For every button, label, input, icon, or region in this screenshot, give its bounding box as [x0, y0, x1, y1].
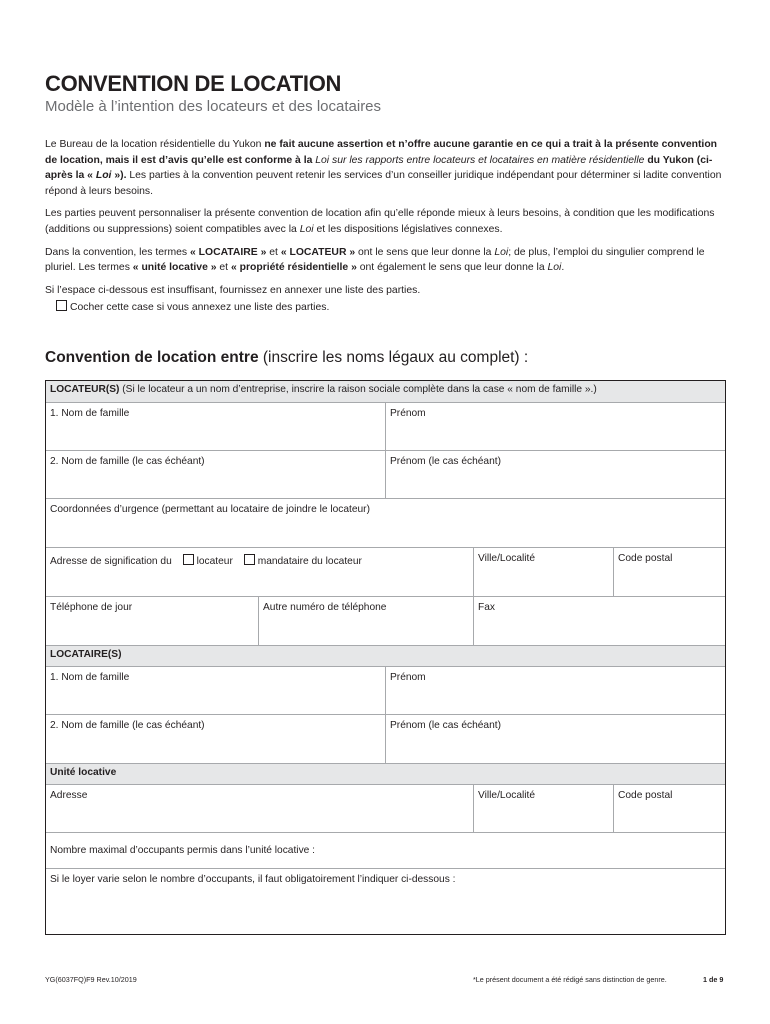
tenants-header: LOCATAIRE(S): [46, 645, 725, 666]
intro-paragraph-disclaimer: Le Bureau de la location résidentielle du Yukon ne fait aucune assertion et n’offre aucune garantie en ce qui a trait à la présente convention de location, mais il est d’avis qu’elle est conforme à la Loi sur les rapports entre locateurs et locataires en matière résidentielle du Yukon (ci-après la « Loi »). Les parties à la convention peuvent retenir les services d’un conseiller juridique indépendant pour déterminer si ladite convention répond à leurs besoins.: [45, 139, 722, 197]
max-occupants-field[interactable]: Nombre maximal d’occupants permis dans l’unité locative :: [50, 845, 315, 856]
tenant-1-last-name-field[interactable]: 1. Nom de famille: [50, 672, 130, 683]
page-number: 1 de 9: [703, 975, 724, 984]
tenant-1-first-name-field[interactable]: Prénom: [385, 667, 725, 714]
fax-field[interactable]: Fax: [473, 597, 725, 645]
service-postal-code-field[interactable]: Code postal: [613, 548, 725, 596]
tenant-1-row: [46, 666, 725, 714]
landlord-1-first-name-field[interactable]: Prénom: [385, 403, 725, 450]
service-city-field[interactable]: Ville/Localité: [473, 548, 613, 596]
agent-option-checkbox[interactable]: [244, 554, 255, 565]
gender-note: *Le présent document a été rédigé sans distinction de genre.: [473, 975, 667, 984]
phone-row: [46, 596, 725, 645]
tenant-2-first-name-field[interactable]: Prénom (le cas échéant): [385, 715, 725, 763]
emergency-contact-row: [46, 498, 725, 547]
unit-city-field[interactable]: Ville/Localité: [473, 785, 613, 832]
annex-checkbox-label: Cocher cette case si vous annexez une liste des parties.: [70, 302, 330, 314]
landlords-header: LOCATEUR(S) (Si le locateur a un nom d’entreprise, inscrire la raison sociale complète dans la case « nom de famille ».): [46, 381, 725, 402]
rent-varies-row: [46, 868, 725, 934]
max-occupants-row: [46, 832, 725, 868]
landlord-option-checkbox[interactable]: [183, 554, 194, 565]
unit-address-field[interactable]: Adresse: [50, 790, 88, 801]
agent-option-label: mandataire du locateur: [257, 556, 362, 567]
landlord-1-last-name-field[interactable]: 1. Nom de famille: [50, 408, 130, 419]
annex-checkbox[interactable]: [56, 300, 67, 311]
emergency-contact-field[interactable]: Coordonnées d’urgence (permettant au locataire de joindre le locateur): [50, 504, 370, 515]
landlord-2-row: [46, 450, 725, 498]
unit-postal-code-field[interactable]: Code postal: [613, 785, 725, 832]
document-subtitle: Modèle à l’intention des locateurs et des locataires: [45, 98, 382, 115]
landlord-1-row: [46, 402, 725, 450]
unit-address-row: [46, 784, 725, 832]
annex-checkbox-row[interactable]: [45, 300, 726, 316]
other-phone-field[interactable]: Autre numéro de téléphone: [258, 597, 473, 645]
document-title: CONVENTION DE LOCATION: [45, 71, 342, 96]
tenant-2-last-name-field[interactable]: 2. Nom de famille (le cas échéant): [50, 720, 205, 731]
parties-form: [45, 380, 726, 935]
landlord-option-label: locateur: [196, 556, 233, 567]
form-code: YG(6037FQ)F9 Rev.10/2019: [45, 975, 137, 984]
intro-paragraph-terms: Dans la convention, les termes « LOCATAIRE » et « LOCATEUR » ont le sens que leur donne la Loi; de plus, l’emploi du singulier comprend le pluriel. Les termes « unité locative » et « propriété résidentielle » ont également le sens que leur donne la Loi.: [45, 246, 705, 274]
service-address-row: [46, 547, 725, 596]
landlord-2-last-name-field[interactable]: 2. Nom de famille (le cas échéant): [50, 456, 205, 467]
unit-header: Unité locative: [46, 763, 725, 784]
rent-varies-field[interactable]: Si le loyer varie selon le nombre d’occupants, il faut obligatoirement l’indiquer ci-dessous :: [50, 874, 456, 885]
landlord-2-first-name-field[interactable]: Prénom (le cas échéant): [385, 451, 725, 498]
intro-paragraph-space: Si l’espace ci-dessous est insuffisant, fournissez en annexer une liste des parties.: [45, 284, 421, 296]
service-address-field[interactable]: Adresse de signification du locateur mandataire du locateur: [50, 556, 362, 567]
day-phone-field[interactable]: Téléphone de jour: [50, 602, 133, 613]
intro-paragraph-customize: Les parties peuvent personnaliser la présente convention de location afin qu’elle réponde mieux à leurs besoins, à condition que les modifications (additions ou suppressions) soient compatibles avec la Loi et les dispositions législatives connexes.: [45, 208, 715, 235]
tenant-2-row: [46, 714, 725, 763]
section-title: Convention de location entre (inscrire les noms légaux au complet) :: [45, 349, 529, 366]
intro-text: [45, 137, 726, 316]
